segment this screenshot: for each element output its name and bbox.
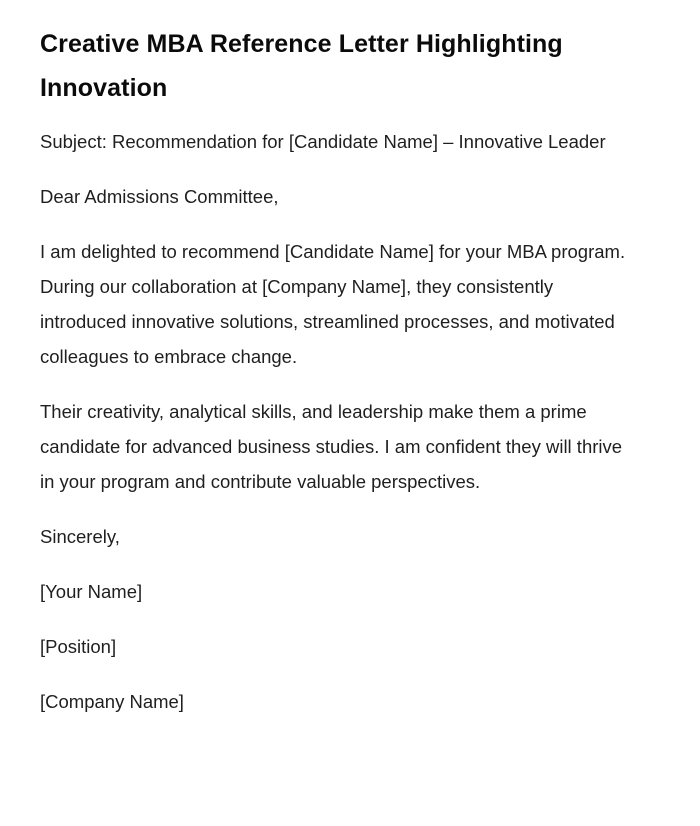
signature-company-placeholder: [Company Name] [40,691,184,712]
page-title: Creative MBA Reference Letter Highlighting Innovation [40,30,563,102]
signature-name-placeholder: [Your Name] [40,581,143,602]
closing: Sincerely, [40,526,120,547]
signature-position-placeholder: [Position] [40,636,117,657]
body-paragraph: I am delighted to recommend [Candidate Name] for your MBA program. During our collaboration at [Company Name], they consistently introduced innovative solutions, streamlined processes, and motivated colleagues to embrace change. [40,241,626,367]
subject-line: Subject: Recommendation for [Candidate Name] – Innovative Leader [40,131,606,152]
salutation: Dear Admissions Committee, [40,186,279,207]
body-paragraph: Their creativity, analytical skills, and leadership make them a prime candidate for advanced business studies. I am confident they will thrive in your program and contribute valuable perspectives. [40,401,623,492]
